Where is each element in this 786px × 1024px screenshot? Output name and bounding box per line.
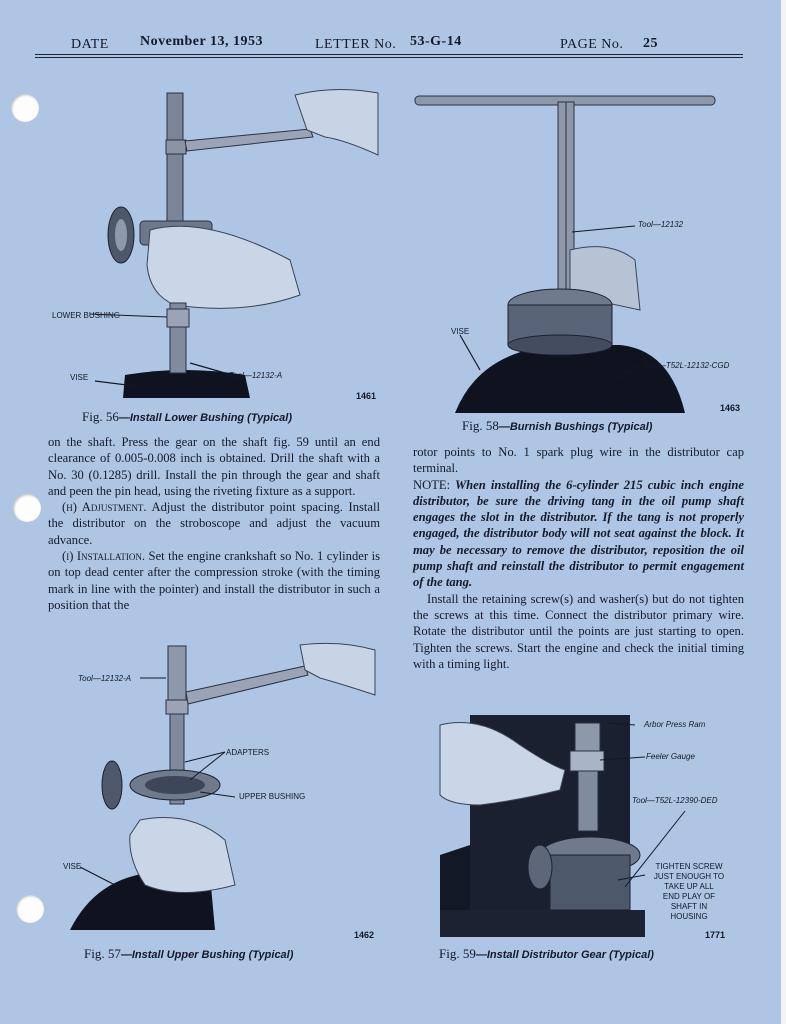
fig56-photo-number: 1461 [356,391,377,401]
fig58-photo-number: 1463 [720,403,741,413]
fig59-tighten-line-4: END PLAY OF [662,892,716,901]
fig57-caption-title: —Install Upper Bushing (Typical) [120,949,294,961]
page-value: 25 [643,36,658,51]
fig58-label-tool: Tool—12132 [638,220,684,229]
left-paragraph-adjustment [48,499,380,548]
right-paragraph-1: rotor points to No. 1 spark plug wire in the distributor cap terminal. [413,445,744,476]
fig57-photo [60,640,380,932]
fig57-label-upper-bushing: UPPER BUSHING [239,792,306,801]
note-label: NOTE: [413,477,451,492]
fig56-label-lower-bushing: LOWER BUSHING [52,311,121,320]
fig59-caption-prefix: Fig. 59 [439,946,476,961]
fig59-label-gauge: Feeler Gauge [646,752,695,761]
installation-heading: (i) Installation. [62,549,146,564]
fig58-caption [462,418,652,434]
letter-value: 53-G-14 [410,34,462,49]
page-edge [781,0,786,1024]
fig57-photo-number: 1462 [354,930,375,940]
fig59-tighten-line-1: TIGHTEN SCREW [655,862,723,871]
fig58-caption-title: —Burnish Bushings (Typical) [498,421,653,433]
fig58-label-vise: VISE [451,327,470,336]
left-column-text [48,434,380,613]
binder-hole-bottom [16,895,44,923]
adjustment-body: Adjust the distributor point spacing. Install the distributor on the stroboscope and adjust the vacuum advance. [48,500,380,547]
fig56-label-vise: VISE [70,373,89,382]
fig58-label-tool2: Tool—T52L-12132-CGD [643,361,730,370]
date-label: DATE [71,37,109,52]
fig59-label-ram: Arbor Press Ram [644,720,706,729]
fig59-caption [439,946,654,962]
letter-label: LETTER No. [315,37,397,52]
fig59-tighten-line-5: SHAFT IN [670,902,708,911]
fig56-caption-title: —Install Lower Bushing (Typical) [118,412,293,424]
header-rule-top [35,54,743,55]
left-paragraph-installation [48,548,380,613]
fig56-label-tool: Tool—12132-A [229,371,283,380]
fig57-label-adapters: ADAPTERS [226,748,270,757]
installation-body: Set the engine crankshaft so No. 1 cylinder is on top dead center after the compression stroke (with the timing mark in line with the pointer) and install the distributor in such a position that the [48,549,380,612]
right-paragraph-3: Install the retaining screw(s) and washer(s) but do not tighten the screws at this time. Connect the distributor primary wire. Rotate the distributor until the points are just starting to open. Tighten the screws. Start the engine and check the initial timing with a timing light. [413,591,744,671]
note-paragraph [413,477,744,591]
fig56-caption [82,409,292,425]
binder-hole-top [11,94,39,122]
fig58-caption-prefix: Fig. 58 [462,418,499,433]
fig59-label-tool: Tool—T52L-12390-DED [632,796,718,805]
fig57-label-vise: VISE [63,862,82,871]
fig59-tighten-line-2: JUST ENOUGH TO [653,872,725,881]
page-label: PAGE No. [560,37,624,52]
fig59-photo-number: 1771 [705,930,726,940]
date-value: November 13, 1953 [140,34,263,49]
fig59-tighten-line-6: HOUSING [670,912,708,921]
adjustment-heading: (h) Adjustment. [62,500,147,515]
right-column-text [413,444,744,672]
fig59-label-tighten [646,862,732,922]
binder-hole-middle [13,494,41,522]
left-paragraph-1: on the shaft. Press the gear on the shaft fig. 59 until an end clearance of 0.005-0.008 inch is obtained. Drill the shaft with a No. 30 (0.1285) drill. Install the pin through the gear and shaft and peen the pin head, using the riveting fixture as a support. [48,435,380,498]
fig57-label-tool: Tool—12132-A [78,674,132,683]
fig57-caption [84,946,293,962]
note-body: When installing the 6-cylinder 215 cubic inch engine distributor, be sure the driving tang in the oil pump shaft engages the slot in the distributor. If the tang is not properly engaged, the distributor body will not seat against the block. It may be necessary to remove the distributor, reposition the oil pump shaft and reinstall the distributor to permit engagement of the tang. [413,477,744,590]
fig59-caption-title: —Install Distributor Gear (Typical) [475,949,654,961]
fig56-photo [45,85,385,405]
fig57-caption-prefix: Fig. 57 [84,946,121,961]
fig59-tighten-line-3: TAKE UP ALL [664,882,714,891]
header-rule-bottom [35,57,743,58]
fig56-caption-prefix: Fig. 56 [82,409,119,424]
